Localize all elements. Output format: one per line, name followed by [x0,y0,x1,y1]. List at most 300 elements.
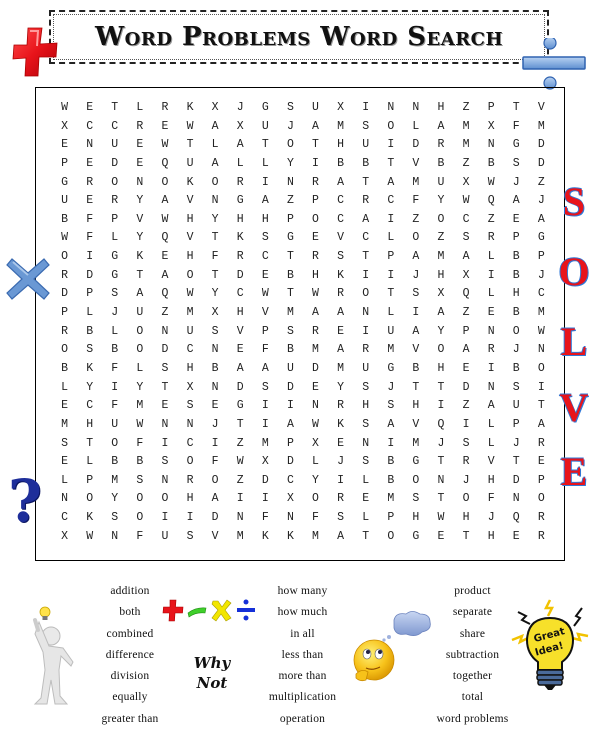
grid-cell[interactable]: Q [462,287,470,301]
grid-cell[interactable]: T [362,175,370,189]
grid-cell[interactable]: J [286,119,294,133]
grid-cell[interactable]: C [86,399,94,413]
grid-cell[interactable]: F [211,250,219,264]
grid-cell[interactable]: W [161,212,169,226]
grid-cell[interactable]: J [387,380,395,394]
grid-cell[interactable]: U [312,101,319,114]
grid-cell[interactable]: N [412,101,420,114]
grid-cell[interactable]: O [211,175,219,189]
grid-cell[interactable]: I [312,156,319,170]
grid-cell[interactable]: V [412,156,420,170]
grid-cell[interactable]: N [161,473,169,487]
grid-cell[interactable]: A [312,119,319,133]
grid-cell[interactable]: E [86,194,94,208]
grid-cell[interactable]: A [362,212,370,226]
grid-cell[interactable]: P [387,250,395,264]
grid-cell[interactable]: L [111,231,119,245]
grid-cell[interactable]: S [362,380,370,394]
grid-cell[interactable]: W [462,194,470,208]
grid-cell[interactable]: Z [236,473,244,487]
grid-cell[interactable]: L [86,455,94,469]
grid-cell[interactable]: R [362,194,370,208]
grid-cell[interactable]: H [186,361,194,375]
grid-cell[interactable]: E [512,212,520,226]
grid-cell[interactable]: A [412,250,420,264]
grid-cell[interactable]: N [161,417,169,431]
grid-cell[interactable]: O [136,324,144,338]
grid-cell[interactable]: I [362,268,370,282]
grid-cell[interactable]: A [161,268,169,282]
grid-cell[interactable]: S [337,250,345,264]
grid-cell[interactable]: O [412,473,420,487]
grid-cell[interactable]: B [512,268,520,282]
grid-cell[interactable]: I [387,212,395,226]
grid-cell[interactable]: H [236,212,244,226]
grid-cell[interactable]: A [462,343,470,357]
grid-cell[interactable]: V [487,455,495,469]
grid-cell[interactable]: U [61,194,68,208]
grid-cell[interactable]: Q [512,511,520,525]
grid-cell[interactable]: A [537,417,545,431]
grid-cell[interactable]: A [261,361,269,375]
grid-cell[interactable]: I [211,436,219,450]
grid-cell[interactable]: A [512,194,520,208]
grid-cell[interactable]: J [512,436,520,450]
grid-cell[interactable]: T [362,529,370,543]
grid-cell[interactable]: D [236,268,244,282]
grid-cell[interactable]: C [86,119,94,133]
grid-cell[interactable]: B [337,156,345,170]
grid-cell[interactable]: Z [537,175,545,189]
grid-cell[interactable]: N [387,101,395,114]
grid-cell[interactable]: H [186,250,194,264]
grid-cell[interactable]: M [437,250,445,264]
grid-cell[interactable]: X [286,492,294,506]
grid-cell[interactable]: V [211,529,219,543]
grid-cell[interactable]: A [462,250,470,264]
grid-cell[interactable]: I [261,399,269,413]
grid-cell[interactable]: B [387,473,395,487]
grid-cell[interactable]: F [111,399,119,413]
grid-cell[interactable]: H [337,138,345,152]
grid-cell[interactable]: T [261,138,269,152]
grid-cell[interactable]: O [462,492,470,506]
grid-cell[interactable]: N [136,175,144,189]
grid-cell[interactable]: A [236,361,244,375]
grid-cell[interactable]: L [211,138,219,152]
grid-cell[interactable]: Z [286,194,294,208]
grid-cell[interactable]: Y [136,194,144,208]
grid-cell[interactable]: R [537,511,545,525]
grid-cell[interactable]: C [362,231,370,245]
grid-cell[interactable]: T [437,492,445,506]
grid-cell[interactable]: T [136,268,144,282]
grid-cell[interactable]: T [286,287,294,301]
grid-cell[interactable]: O [136,492,144,506]
grid-cell[interactable]: L [412,119,420,133]
grid-cell[interactable]: W [312,287,319,301]
grid-cell[interactable]: K [286,529,294,543]
grid-cell[interactable]: T [312,138,319,152]
grid-cell[interactable]: S [362,455,370,469]
grid-cell[interactable]: U [286,361,294,375]
grid-cell[interactable]: R [61,324,68,338]
grid-cell[interactable]: M [136,399,144,413]
grid-cell[interactable]: F [136,529,144,543]
grid-cell[interactable]: C [337,212,345,226]
grid-cell[interactable]: O [111,175,119,189]
grid-cell[interactable]: E [261,268,269,282]
grid-cell[interactable]: G [412,529,420,543]
grid-cell[interactable]: I [261,175,269,189]
grid-cell[interactable]: N [537,343,545,357]
grid-cell[interactable]: R [312,175,319,189]
grid-cell[interactable]: F [111,361,119,375]
grid-cell[interactable]: Z [462,399,470,413]
grid-cell[interactable]: H [261,212,269,226]
grid-cell[interactable]: P [286,436,294,450]
grid-cell[interactable]: B [512,250,520,264]
grid-cell[interactable]: E [86,156,94,170]
grid-cell[interactable]: H [412,399,420,413]
grid-cell[interactable]: W [236,455,244,469]
grid-cell[interactable]: B [136,455,144,469]
grid-cell[interactable]: O [136,511,144,525]
grid-cell[interactable]: W [161,138,169,152]
grid-cell[interactable]: F [86,212,94,226]
grid-cell[interactable]: B [437,156,445,170]
grid-cell[interactable]: R [337,399,345,413]
grid-cell[interactable]: P [387,511,395,525]
grid-cell[interactable]: Y [286,156,294,170]
grid-cell[interactable]: D [111,156,119,170]
grid-cell[interactable]: I [337,473,345,487]
grid-cell[interactable]: G [261,101,269,114]
grid-cell[interactable]: T [186,138,194,152]
grid-cell[interactable]: A [337,343,345,357]
grid-cell[interactable]: A [412,324,420,338]
grid-cell[interactable]: S [86,343,94,357]
grid-cell[interactable]: Q [437,417,445,431]
grid-cell[interactable]: Y [437,194,445,208]
grid-cell[interactable]: D [61,287,68,301]
grid-cell[interactable]: M [462,119,470,133]
grid-cell[interactable]: S [211,324,219,338]
grid-cell[interactable]: S [387,399,395,413]
grid-cell[interactable]: N [161,324,169,338]
grid-cell[interactable]: I [111,380,119,394]
grid-cell[interactable]: J [236,101,244,114]
grid-cell[interactable]: Y [211,212,219,226]
grid-cell[interactable]: H [186,212,194,226]
grid-cell[interactable]: V [261,306,269,320]
grid-cell[interactable]: A [312,306,319,320]
grid-cell[interactable]: T [387,156,395,170]
grid-cell[interactable]: T [462,529,470,543]
grid-cell[interactable]: Y [111,492,119,506]
grid-cell[interactable]: N [286,511,294,525]
grid-cell[interactable]: O [286,138,294,152]
grid-cell[interactable]: K [86,511,94,525]
grid-cell[interactable]: W [186,119,194,133]
grid-cell[interactable]: F [211,455,219,469]
grid-cell[interactable]: E [337,324,345,338]
grid-cell[interactable]: U [387,324,395,338]
grid-cell[interactable]: L [236,156,244,170]
grid-cell[interactable]: U [161,529,169,543]
grid-cell[interactable]: R [186,473,194,487]
grid-cell[interactable]: B [211,361,219,375]
grid-cell[interactable]: I [362,101,370,114]
grid-cell[interactable]: Y [136,380,144,394]
grid-cell[interactable]: E [86,101,94,114]
grid-cell[interactable]: U [136,306,144,320]
grid-cell[interactable]: H [312,268,319,282]
grid-cell[interactable]: J [337,455,345,469]
grid-cell[interactable]: E [337,436,345,450]
grid-cell[interactable]: S [362,417,370,431]
grid-cell[interactable]: R [437,138,445,152]
grid-cell[interactable]: W [186,287,194,301]
grid-cell[interactable]: B [111,455,119,469]
grid-cell[interactable]: I [387,138,395,152]
grid-cell[interactable]: U [362,138,370,152]
grid-cell[interactable]: S [186,399,194,413]
grid-cell[interactable]: L [487,436,495,450]
grid-cell[interactable]: F [487,492,495,506]
grid-cell[interactable]: S [136,473,144,487]
grid-cell[interactable]: C [337,194,345,208]
grid-cell[interactable]: B [286,343,294,357]
grid-cell[interactable]: G [412,455,420,469]
grid-cell[interactable]: Z [462,101,470,114]
grid-cell[interactable]: N [86,138,94,152]
grid-cell[interactable]: Q [161,287,169,301]
grid-cell[interactable]: T [512,101,520,114]
grid-cell[interactable]: N [211,194,219,208]
grid-cell[interactable]: E [236,343,244,357]
grid-cell[interactable]: E [537,455,545,469]
grid-cell[interactable]: G [537,231,545,245]
grid-cell[interactable]: W [136,417,144,431]
grid-cell[interactable]: F [512,119,520,133]
grid-cell[interactable]: G [286,231,294,245]
grid-cell[interactable]: Q [161,231,169,245]
grid-cell[interactable]: A [161,194,169,208]
grid-cell[interactable]: H [437,361,445,375]
grid-cell[interactable]: D [512,473,520,487]
grid-cell[interactable]: I [236,492,244,506]
grid-cell[interactable]: C [261,250,269,264]
grid-cell[interactable]: K [261,529,269,543]
grid-cell[interactable]: M [387,343,395,357]
grid-cell[interactable]: P [61,156,68,170]
grid-cell[interactable]: T [387,287,395,301]
grid-cell[interactable]: I [161,511,169,525]
grid-cell[interactable]: A [537,212,545,226]
grid-cell[interactable]: X [462,175,470,189]
grid-cell[interactable]: Y [337,380,345,394]
grid-cell[interactable]: M [236,529,244,543]
grid-cell[interactable]: S [512,380,520,394]
grid-cell[interactable]: P [487,101,495,114]
grid-cell[interactable]: I [387,268,395,282]
grid-cell[interactable]: R [487,231,495,245]
grid-cell[interactable]: W [86,529,94,543]
grid-cell[interactable]: N [211,380,219,394]
grid-cell[interactable]: D [312,361,319,375]
grid-cell[interactable]: H [236,306,244,320]
grid-cell[interactable]: N [362,436,370,450]
grid-cell[interactable]: J [487,511,495,525]
grid-cell[interactable]: O [186,268,194,282]
grid-cell[interactable]: T [86,436,94,450]
grid-cell[interactable]: I [387,436,395,450]
grid-cell[interactable]: N [512,492,520,506]
grid-cell[interactable]: E [161,399,169,413]
grid-cell[interactable]: S [412,492,420,506]
grid-cell[interactable]: R [537,436,545,450]
grid-cell[interactable]: N [362,306,370,320]
grid-cell[interactable]: Y [211,287,219,301]
word-search-grid[interactable] [52,99,554,546]
grid-cell[interactable]: M [337,119,345,133]
grid-cell[interactable]: S [362,119,370,133]
grid-cell[interactable]: A [337,306,345,320]
grid-cell[interactable]: L [362,473,370,487]
grid-cell[interactable]: D [161,343,169,357]
grid-cell[interactable]: D [537,156,545,170]
grid-cell[interactable]: T [211,231,219,245]
grid-cell[interactable]: O [387,119,395,133]
grid-cell[interactable]: S [111,287,119,301]
grid-cell[interactable]: H [462,511,470,525]
grid-cell[interactable]: S [286,324,294,338]
grid-cell[interactable]: X [211,306,219,320]
grid-cell[interactable]: I [286,399,294,413]
grid-cell[interactable]: D [86,268,94,282]
grid-cell[interactable]: O [136,343,144,357]
grid-cell[interactable]: O [512,324,520,338]
grid-cell[interactable]: D [261,473,269,487]
grid-cell[interactable]: E [161,119,169,133]
grid-cell[interactable]: D [537,138,545,152]
grid-cell[interactable]: V [412,417,420,431]
grid-cell[interactable]: B [387,455,395,469]
grid-cell[interactable]: G [111,250,119,264]
grid-cell[interactable]: R [136,119,144,133]
grid-cell[interactable]: E [462,361,470,375]
grid-cell[interactable]: R [537,529,545,543]
grid-cell[interactable]: A [387,417,395,431]
grid-cell[interactable]: P [537,250,545,264]
grid-cell[interactable]: E [136,156,144,170]
grid-cell[interactable]: K [337,417,345,431]
grid-cell[interactable]: L [362,511,370,525]
grid-cell[interactable]: X [61,529,68,543]
grid-cell[interactable]: R [312,250,319,264]
grid-cell[interactable]: I [362,324,370,338]
grid-cell[interactable]: M [312,343,319,357]
grid-cell[interactable]: E [61,399,68,413]
grid-cell[interactable]: U [111,417,119,431]
grid-cell[interactable]: W [61,101,68,114]
grid-cell[interactable]: N [312,399,319,413]
grid-cell[interactable]: R [312,324,319,338]
grid-cell[interactable]: J [512,343,520,357]
grid-cell[interactable]: T [236,417,244,431]
grid-cell[interactable]: L [61,380,68,394]
grid-cell[interactable]: K [186,101,194,114]
grid-cell[interactable]: A [337,529,345,543]
grid-cell[interactable]: I [261,492,269,506]
grid-cell[interactable]: U [261,119,269,133]
grid-cell[interactable]: A [487,399,495,413]
grid-cell[interactable]: O [537,361,545,375]
grid-cell[interactable]: U [186,156,194,170]
grid-cell[interactable]: O [86,492,94,506]
grid-cell[interactable]: M [186,306,194,320]
grid-cell[interactable]: R [161,101,169,114]
grid-cell[interactable]: O [61,250,68,264]
grid-cell[interactable]: R [111,194,119,208]
grid-cell[interactable]: P [261,324,269,338]
grid-cell[interactable]: E [312,380,319,394]
grid-cell[interactable]: O [61,343,68,357]
grid-cell[interactable]: D [412,138,420,152]
grid-cell[interactable]: K [86,361,94,375]
grid-cell[interactable]: O [537,492,545,506]
grid-cell[interactable]: L [387,231,395,245]
grid-cell[interactable]: O [161,175,169,189]
grid-cell[interactable]: E [211,399,219,413]
grid-cell[interactable]: L [261,156,269,170]
grid-cell[interactable]: D [462,380,470,394]
grid-cell[interactable]: D [286,380,294,394]
grid-cell[interactable]: W [487,175,495,189]
grid-cell[interactable]: T [412,380,420,394]
grid-cell[interactable]: X [337,101,345,114]
grid-cell[interactable]: X [487,119,495,133]
grid-cell[interactable]: N [211,343,219,357]
grid-cell[interactable]: N [487,380,495,394]
grid-cell[interactable]: Z [437,231,445,245]
grid-cell[interactable]: S [412,287,420,301]
grid-cell[interactable]: Z [161,306,169,320]
grid-cell[interactable]: G [111,268,119,282]
grid-cell[interactable]: N [61,492,68,506]
grid-cell[interactable]: R [86,175,94,189]
grid-cell[interactable]: G [236,399,244,413]
grid-cell[interactable]: U [437,175,445,189]
grid-cell[interactable]: L [136,101,144,114]
grid-cell[interactable]: M [312,529,319,543]
grid-cell[interactable]: E [312,231,319,245]
grid-cell[interactable]: C [186,436,194,450]
grid-cell[interactable]: E [61,138,68,152]
grid-cell[interactable]: S [462,231,470,245]
grid-cell[interactable]: U [362,361,370,375]
grid-cell[interactable]: F [86,231,94,245]
grid-cell[interactable]: R [337,287,345,301]
grid-cell[interactable]: C [61,511,68,525]
grid-cell[interactable]: S [186,529,194,543]
grid-cell[interactable]: O [211,473,219,487]
grid-cell[interactable]: E [136,138,144,152]
grid-cell[interactable]: T [512,455,520,469]
grid-cell[interactable]: D [286,455,294,469]
grid-cell[interactable]: H [512,287,520,301]
